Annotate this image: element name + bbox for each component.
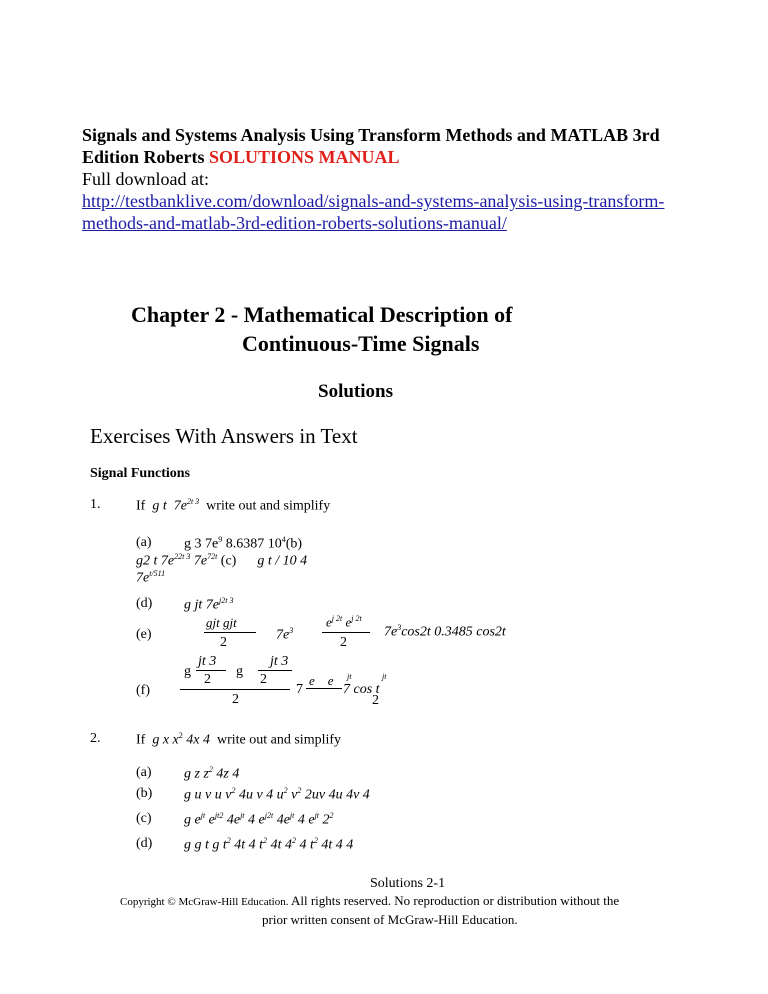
problem-2a-expression: g z $z^2$ 4z 4 xyxy=(184,765,240,782)
problem-2c-expression: g $e^{jt}$ $e^{jt2}$ $4e^{jt}$ 4 $e^{j2t}$ $4e^{jt}$ 4 $e^{jt}$ $2^2$ xyxy=(184,811,334,828)
problem-1c-expression: $7e^{t/511}$ xyxy=(136,569,166,586)
problem-1d-label: (d) xyxy=(136,596,153,611)
problem-1d-expression: g jt $7e^{j2t 3}$ xyxy=(184,596,234,613)
problem-1e-label: (e) xyxy=(136,627,152,642)
problem-2b-expression: g u v u $v^2$ 4u v 4 $u^2$ $v^2$ 2uv 4u 4v 4 xyxy=(184,786,370,803)
download-link-line1[interactable]: http://testbanklive.com/download/signals-and-systems-analysis-using-transform- xyxy=(82,191,665,211)
problem-2d-expression: g g t g $t^2$ 4t 4 $t^2$ 4t $4^2$ 4 $t^2$ 4t 4 4 xyxy=(184,836,354,853)
solutions-manual-label: SOLUTIONS MANUAL xyxy=(209,147,400,167)
problem-2c-label: (c) xyxy=(136,811,152,826)
download-link-line2[interactable]: methods-and-matlab-3rd-edition-roberts-solutions-manual/ xyxy=(82,213,507,233)
problem-1e-fraction-bar2 xyxy=(322,632,370,633)
problem-1f-jt2: jt xyxy=(382,672,387,681)
problem-1f-g2: g xyxy=(236,664,243,679)
problem-1f-result-den: 2 xyxy=(372,693,379,708)
document-title-line2 xyxy=(82,146,400,168)
problem-1f-exp-terms: e e xyxy=(309,673,334,688)
problem-2-number: 2. xyxy=(90,731,101,746)
problem-1f-main-bar xyxy=(180,689,290,690)
signal-functions-heading: Signal Functions xyxy=(90,466,190,481)
exercises-heading: Exercises With Answers in Text xyxy=(90,424,358,448)
problem-1f-main-den: 2 xyxy=(232,692,239,707)
problem-1e-denominator: 2 xyxy=(220,635,227,650)
problem-1f-g1: g xyxy=(184,664,191,679)
document-title-line1: Signals and Systems Analysis Using Transform Methods and MATLAB 3rd xyxy=(82,125,660,145)
full-download-label: Full download at: xyxy=(82,169,209,189)
problem-1f-den1: 2 xyxy=(204,672,211,687)
problem-1a-label: (a) xyxy=(136,535,152,550)
problem-1f-num2: jt 3 xyxy=(270,654,289,669)
problem-1f-den2: 2 xyxy=(260,672,267,687)
problem-1e-numerator: gjt gjt xyxy=(206,615,237,630)
problem-1e-fraction-bar xyxy=(204,632,256,633)
problem-1b-expression: g2 t $7e^{22t 3}$ $7e^{72t}$ (c) g t / 10 4 xyxy=(136,552,308,569)
copyright-line1: Copyright © McGraw-Hill Education. All rights reserved. No reproduction or distribution without the xyxy=(120,893,620,908)
chapter-title-line1: Chapter 2 - Mathematical Description of xyxy=(131,302,513,327)
document-title-author: Edition Roberts xyxy=(82,147,210,167)
chapter-title-line2: Continuous-Time Signals xyxy=(242,331,480,356)
problem-1f-seven: 7 xyxy=(296,682,303,697)
problem-1a-expression: g 3 $7e^9$ 8.6387 $10^4(b)$ xyxy=(184,535,303,552)
problem-1-number: 1. xyxy=(90,497,101,512)
problem-1f-jt1: jt xyxy=(347,672,352,681)
problem-2-intro: If g x $x^2$ 4x 4 write out and simplify xyxy=(136,731,342,748)
problem-2d-label: (d) xyxy=(136,836,153,851)
problem-1f-result: 7 cos t xyxy=(343,682,380,697)
problem-1-intro: If g t $7e^{2t 3}$ write out and simplify xyxy=(136,497,331,514)
problem-1f-inner-bar1 xyxy=(196,670,226,671)
problem-1f-num1: jt 3 xyxy=(198,654,217,669)
problem-1f-exp-bar xyxy=(306,688,342,689)
copyright-line2: prior written consent of McGraw-Hill Education. xyxy=(262,912,518,927)
problem-1f-label: (f) xyxy=(136,683,150,698)
problem-1e-result: $7e^3\cos 2t$ 0.3485 cos2t xyxy=(384,623,506,640)
problem-2a-label: (a) xyxy=(136,765,152,780)
page-number: Solutions 2-1 xyxy=(370,876,446,891)
solutions-heading: Solutions xyxy=(318,381,393,402)
problem-1e-numerator2: $e^{j 2t}$ $e^{j 2t}$ xyxy=(326,614,362,630)
problem-1e-denominator2: 2 xyxy=(340,635,347,650)
problem-1f-inner-bar2 xyxy=(258,670,292,671)
problem-2b-label: (b) xyxy=(136,786,153,801)
problem-1e-middle: $7e^3$ xyxy=(276,626,294,643)
